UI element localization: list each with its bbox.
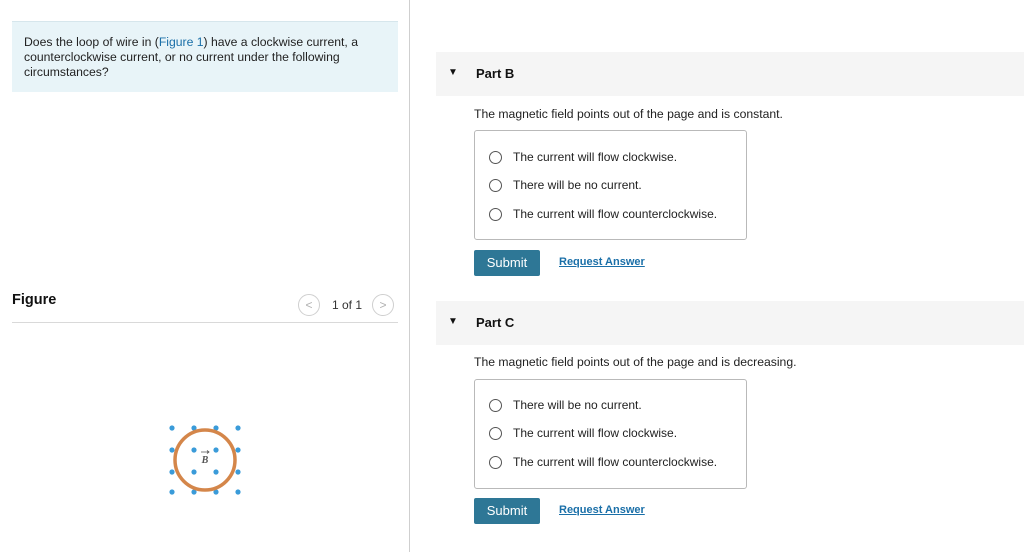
part-c-options (474, 379, 747, 489)
part-b-options (474, 130, 747, 240)
radio-button[interactable] (489, 208, 502, 221)
figure-header (12, 290, 398, 323)
problem-statement (12, 21, 398, 92)
chevron-left-icon: < (305, 298, 313, 312)
radio-button[interactable] (489, 399, 502, 412)
field-dot (235, 489, 240, 494)
intro-text-after: ) have a clockwise current, a counterclockwise current, or no current under the following circumstances? (24, 35, 358, 79)
part-c-title: Part C (476, 315, 515, 330)
part-c-question: The magnetic field points out of the page and is decreasing. (474, 355, 797, 369)
field-dot (191, 469, 196, 474)
figure-page-counter: 1 of 1 (332, 298, 363, 312)
part-b-header[interactable] (436, 52, 1024, 96)
radio-button[interactable] (489, 179, 502, 192)
part-b-submit-button[interactable]: Submit (474, 250, 540, 276)
field-dot (235, 425, 240, 430)
option-label: The current will flow counterclockwise. (513, 455, 718, 469)
field-dot (191, 447, 196, 452)
field-dot (213, 447, 218, 452)
intro-text-before: Does the loop of wire in ( (24, 35, 159, 49)
part-c-submit-button[interactable]: Submit (474, 498, 540, 524)
vector-arrow-icon (201, 451, 209, 454)
chevron-right-icon: > (379, 298, 387, 312)
option-label: The current will flow clockwise. (513, 426, 678, 440)
part-c-request-answer-link[interactable]: Request Answer (559, 504, 645, 516)
part-b-title: Part B (476, 66, 515, 81)
figure-link[interactable]: Figure 1 (158, 35, 204, 49)
part-b-request-answer-link[interactable]: Request Answer (559, 256, 645, 268)
field-dot (235, 447, 240, 452)
option-label: The current will flow counterclockwise. (513, 207, 718, 221)
next-figure-button[interactable] (372, 294, 394, 316)
part-c-header[interactable] (436, 301, 1024, 345)
radio-button[interactable] (489, 456, 502, 469)
previous-figure-button[interactable] (298, 294, 320, 316)
option-label: The current will flow clockwise. (513, 150, 678, 164)
radio-button[interactable] (489, 151, 502, 164)
collapse-caret-icon: ▼ (448, 67, 458, 78)
figure-diagram (160, 416, 250, 506)
field-dot (169, 425, 174, 430)
field-dot (235, 469, 240, 474)
left-pane (0, 0, 410, 552)
option-label: There will be no current. (513, 398, 642, 412)
field-dot (169, 447, 174, 452)
radio-button[interactable] (489, 427, 502, 440)
field-dot (213, 469, 218, 474)
part-b-question: The magnetic field points out of the page and is constant. (474, 107, 783, 121)
field-label-b: B (201, 455, 209, 466)
field-dot (169, 489, 174, 494)
field-dot (169, 469, 174, 474)
collapse-caret-icon: ▼ (448, 316, 458, 327)
option-label: There will be no current. (513, 178, 642, 192)
figure-title: Figure (12, 292, 57, 308)
